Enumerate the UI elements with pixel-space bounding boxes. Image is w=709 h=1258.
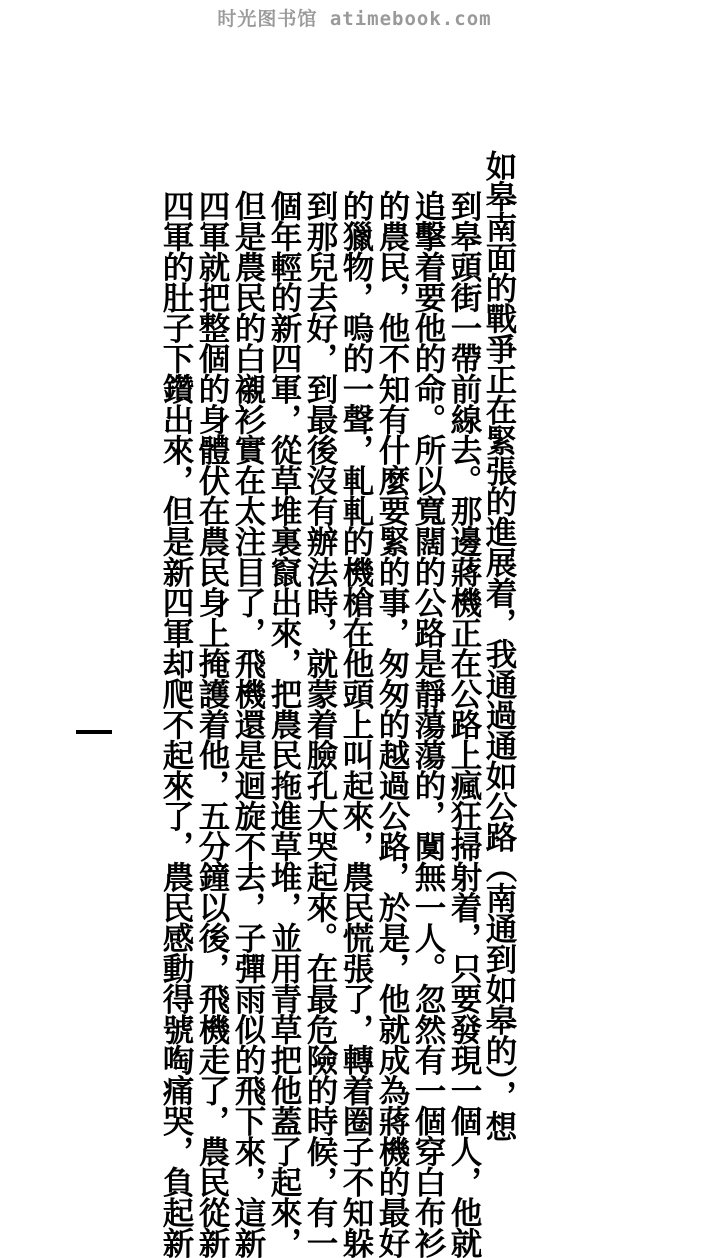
text-column-4: 的農民，他不知有什麼要緊的事，匆匆的越過公路，於是，他就成為蔣機的最好 xyxy=(374,190,411,1258)
text-column-7: 個年輕的新四軍，從草堆裏竄出來，把農民拖進草堆，並用青草把他蓋了起來， xyxy=(266,190,303,1258)
page-number-mark xyxy=(76,730,112,734)
text-column-5: 的獵物，嗚的一聲，軋軋的機槍在他頭上叫起來，農民慌張了，轉着圈子不知躲 xyxy=(338,190,375,1258)
watermark: 时光图书馆 atimebook.com xyxy=(217,8,492,30)
text-column-10: 四軍的肚子下鑽出來，但是新四軍却爬不起來了，農民感動得號啕痛哭，負起新 xyxy=(158,190,195,1258)
text-column-1: 如皋南面的戰爭正在緊張的進展着，我通過通如公路（南通到如皋的），想 xyxy=(481,150,518,1141)
text-column-9: 四軍就把整個的身體伏在農民身上掩護着他，五分鐘以後，飛機走了，農民從新 xyxy=(194,190,231,1258)
text-column-2: 到皋頭街一帶前線去。那邊蔣機正在公路上瘋狂掃射着，只要發現一個人，他就 xyxy=(446,190,483,1258)
text-column-8: 但是農民的白襯衫實在太注目了，飛機還是迴旋不去，子彈雨似的飛下來，這新 xyxy=(230,190,267,1258)
text-column-6: 到那兒去好，到最後沒有辦法時，就蒙着臉孔大哭起來。在最危險的時候，有一 xyxy=(302,190,339,1258)
text-column-3: 追擊着要他的命。所以寬闊的公路是靜蕩蕩的，闃無一人。忽然有一個穿白布衫 xyxy=(410,190,447,1258)
